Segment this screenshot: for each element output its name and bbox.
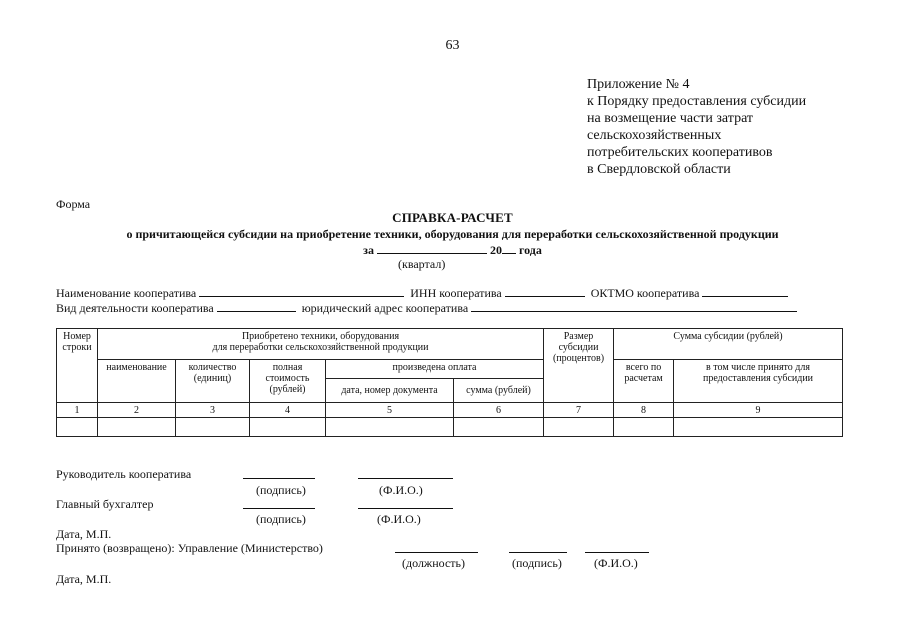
head-fio-field[interactable] xyxy=(358,478,453,479)
ministry-signature-field[interactable] xyxy=(509,552,567,553)
position-field[interactable] xyxy=(395,552,478,553)
position-hint: (должность) xyxy=(402,556,465,570)
inn-label: ИНН кооператива xyxy=(410,286,502,300)
cooperative-name-label: Наименование кооператива xyxy=(56,286,197,300)
form-label: Форма xyxy=(56,197,91,211)
appendix-line: Приложение № 4 xyxy=(587,77,690,92)
head-fio-hint: (Ф.И.О.) xyxy=(379,483,423,497)
column-number: 8 xyxy=(614,403,674,418)
head-signature-field[interactable] xyxy=(243,478,315,479)
calculation-table xyxy=(56,328,843,437)
header-payment-sum: сумма (рублей) xyxy=(454,379,544,403)
header-document-date: дата, номер документа xyxy=(326,379,454,403)
column-number: 3 xyxy=(176,403,250,418)
page-number: 63 xyxy=(445,38,460,53)
activity-label: Вид деятельности кооператива xyxy=(56,301,214,315)
year-prefix: 20 xyxy=(489,243,502,257)
table-cell[interactable] xyxy=(98,418,176,437)
column-number: 1 xyxy=(57,403,98,418)
accountant-fio-field[interactable] xyxy=(358,508,453,509)
ministry-fio-hint: (Ф.И.О.) xyxy=(594,556,638,570)
column-number: 7 xyxy=(544,403,614,418)
header-acquired-line: для переработки сельскохозяйственной продукции xyxy=(212,342,429,353)
ministry-fio-field[interactable] xyxy=(585,552,649,553)
column-number: 9 xyxy=(674,403,843,418)
info-line-2 xyxy=(56,300,800,316)
head-label: Руководитель кооператива xyxy=(56,467,192,481)
document-subtitle: о причитающейся субсидии на приобретение техники, оборудования для переработки сельскохозяйственной продукции xyxy=(126,227,779,241)
appendix-line: потребительских кооперативов xyxy=(587,145,773,160)
period-prefix: за xyxy=(363,243,374,257)
table-cell[interactable] xyxy=(454,418,544,437)
column-number: 2 xyxy=(98,403,176,418)
header-full-cost: полная стоимость (рублей) xyxy=(250,360,326,403)
oktmo-field[interactable] xyxy=(702,285,788,297)
header-quantity: количество (единиц) xyxy=(176,360,250,403)
accountant-fio-hint: (Ф.И.О.) xyxy=(377,512,421,526)
period-line xyxy=(0,242,905,258)
document-title: СПРАВКА-РАСЧЕТ xyxy=(392,210,513,225)
column-number: 4 xyxy=(250,403,326,418)
address-label: юридический адрес кооператива xyxy=(301,301,469,315)
appendix-line: сельскохозяйственных xyxy=(587,128,722,143)
info-line-1 xyxy=(56,285,791,301)
activity-field[interactable] xyxy=(217,300,296,312)
year-field[interactable] xyxy=(502,242,516,254)
appendix-line: на возмещение части затрат xyxy=(587,111,754,126)
appendix-block xyxy=(587,76,806,178)
table-cell[interactable] xyxy=(176,418,250,437)
header-name: наименование xyxy=(98,360,176,403)
ministry-signature-hint: (подпись) xyxy=(512,556,562,570)
date-stamp-label-2: Дата, М.П. xyxy=(56,572,112,586)
year-suffix: года xyxy=(518,243,542,257)
address-field[interactable] xyxy=(471,300,797,312)
table-cell[interactable] xyxy=(57,418,98,437)
table-cell[interactable] xyxy=(250,418,326,437)
header-accepted: в том числе принято для предоставления субсидии xyxy=(674,360,843,403)
appendix-line: к Порядку предоставления субсидии xyxy=(587,94,807,109)
oktmo-label: ОКТМО кооператива xyxy=(590,286,700,300)
header-acquired-line: Приобретено техники, оборудования xyxy=(241,331,400,342)
header-payment-made: произведена оплата xyxy=(326,360,544,379)
quarter-hint: (квартал) xyxy=(398,257,446,271)
accepted-label: Принято (возвращено): Управление (Министерство) xyxy=(56,541,323,555)
header-subsidy-sum: Сумма субсидии (рублей) xyxy=(614,329,843,360)
table-cell[interactable] xyxy=(674,418,843,437)
column-number: 5 xyxy=(326,403,454,418)
header-row-number: Номер строки xyxy=(57,329,98,403)
cooperative-name-field[interactable] xyxy=(199,285,404,297)
quarter-field[interactable] xyxy=(377,242,487,254)
header-total: всего по расчетам xyxy=(614,360,674,403)
header-subsidy-rate: Размер субсидии (процентов) xyxy=(544,329,614,403)
head-signature-hint: (подпись) xyxy=(256,483,306,497)
header-acquired xyxy=(98,329,544,360)
column-number: 6 xyxy=(454,403,544,418)
date-stamp-label: Дата, М.П. xyxy=(56,527,112,541)
table-cell[interactable] xyxy=(544,418,614,437)
accountant-signature-hint: (подпись) xyxy=(256,512,306,526)
appendix-line: в Свердловской области xyxy=(587,162,731,177)
table-cell[interactable] xyxy=(326,418,454,437)
inn-field[interactable] xyxy=(505,285,585,297)
accountant-label: Главный бухгалтер xyxy=(56,497,154,511)
table-cell[interactable] xyxy=(614,418,674,437)
accountant-signature-field[interactable] xyxy=(243,508,315,509)
